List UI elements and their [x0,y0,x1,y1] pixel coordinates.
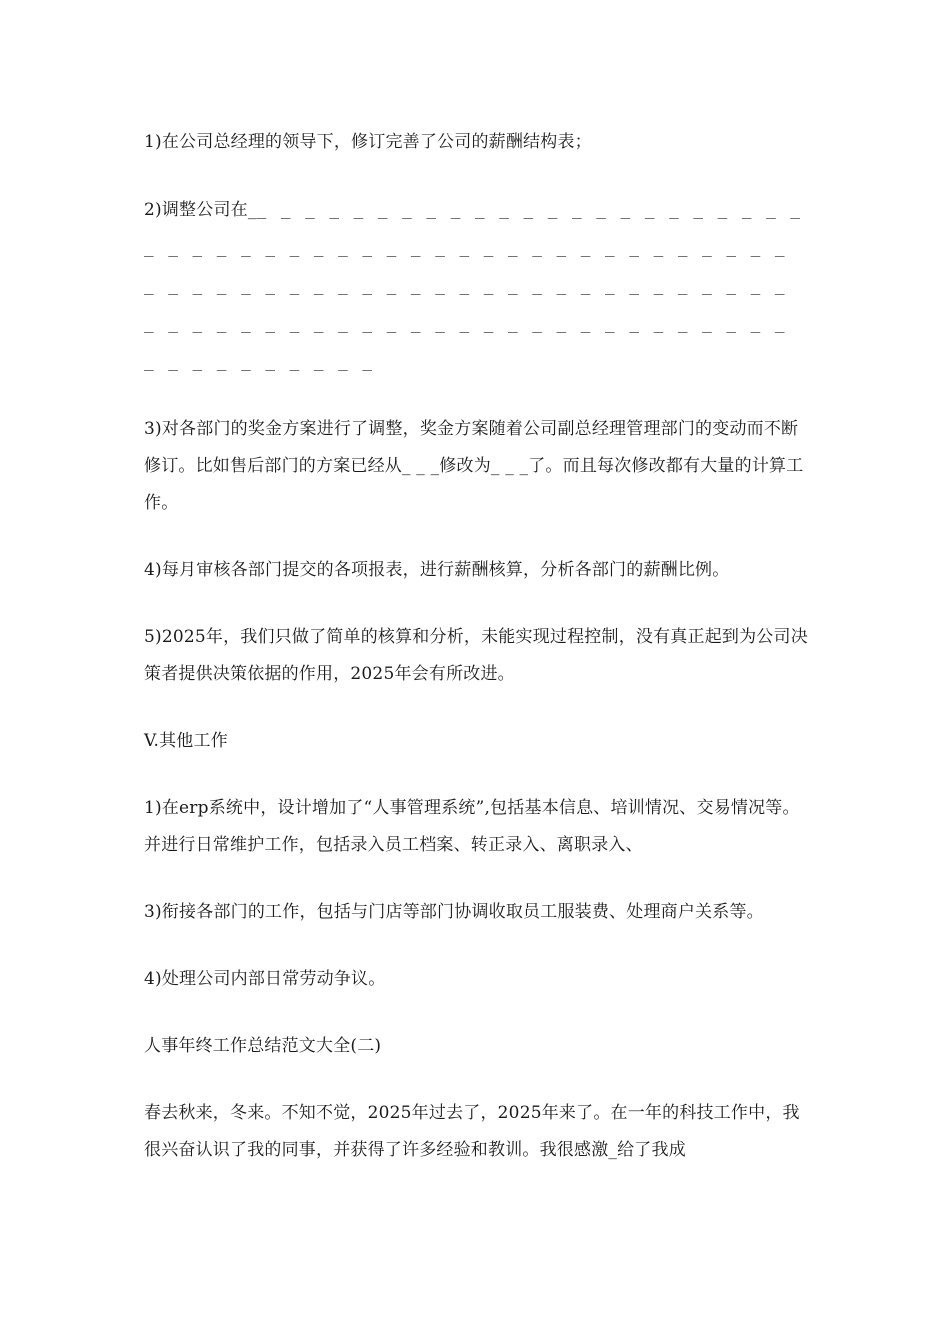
section-heading-other-work: V.其他工作 [144,731,228,751]
paragraph-department-coordination: 3)衔接各部门的工作，包括与门店等部门协调收取员工服装费、处理商户关系等。 [144,902,764,922]
paragraph-bonus-plan: 3)对各部门的奖金方案进行了调整，奖金方案随着公司副总经理管理部门的变动而不断修订。比如售后部门的方案已经从_ _ _修改为_ _ _了。而且每次修改都有大量的计算工作。 [144,419,804,513]
article-title: 人事年终工作总结范文大全(二) [144,1036,382,1056]
paragraph-monthly-review: 4)每月审核各部门提交的各项报表，进行薪酬核算，分析各部门的薪酬比例。 [144,560,730,580]
fill-in-blank-line: _ _ _ _ _ _ _ _ _ _ _ _ _ _ _ _ _ _ _ _ _ _ _ _ _ _ _ _ _ _ _ _ _ _ _ _ _ _ _ _ _ _ _ _ _ _ _ _ _ _ _ _ _ _ _ _ _ _ _ _ _ _ _ _ _ _ _ _ _ _ _ _ _ _ _ _ _ _ _ _ _ _ _ _ _ _ _ _ _ _ _ _ _ _ _ _ _ _ _ _ _ _ _ _ _ _ _ _ _ _ _ _ _ _ [144,200,815,371]
paragraph-erp-system: 1)在erp系统中，设计增加了“人事管理系统”,包括基本信息、培训情况、交易情况等。并进行日常维护工作，包括录入员工档案、转正录入、离职录入、 [144,798,800,855]
paragraph-labor-disputes: 4)处理公司内部日常劳动争议。 [144,969,386,989]
document-body [144,124,815,1199]
paragraph-adjust-company [144,191,815,381]
spacer [144,381,809,411]
paragraph-annual-analysis: 5)2025年，我们只做了简单的核算和分析，未能实现过程控制，没有真正起到为公司决策者提供决策依据的作用，2025年会有所改进。 [144,627,808,684]
paragraph-intro: 春去秋来，冬来。不知不觉，2025年过去了，2025年来了。在一年的科技工作中，我很兴奋认识了我的同事，并获得了许多经验和教训。我很感激_给了我成 [144,1103,800,1160]
paragraph-salary-structure: 1)在公司总经理的领导下，修订完善了公司的薪酬结构表； [144,132,592,152]
paragraph-adjust-company-text: 2)调整公司在_ [144,200,257,220]
